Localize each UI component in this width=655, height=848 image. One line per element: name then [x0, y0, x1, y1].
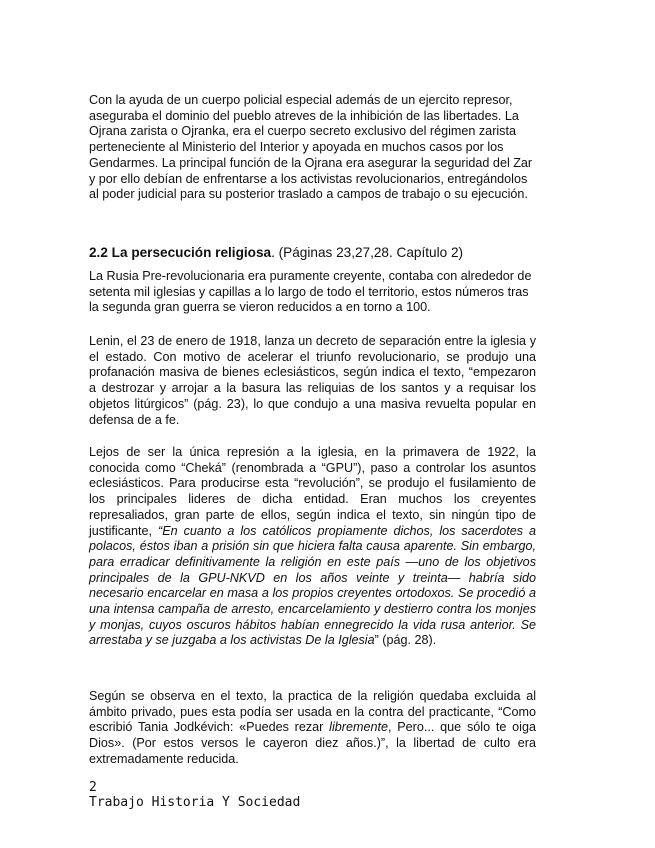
quote-citation: ” (pág. 28). [374, 633, 437, 648]
italic-libremente: libremente [329, 720, 388, 735]
paragraph-lenin-decreto: Lenin, el 23 de enero de 1918, lanza un decreto de separación entre la iglesia y el estado. Con motivo de acelerar el triunfo revolucionario, se produjo una profanación masiva de bienes eclesiásticos, según indica el texto, “empezaron a destrozar y arrojar a la basura las reliquias de los santos y a requisar los objetos litúrgicos” (pág. 23), lo que condujo a una masiva revuelta popular en defensa de a fe. [89, 334, 536, 427]
section-heading [89, 245, 536, 261]
footer-title: Trabajo Historia Y Sociedad [89, 795, 301, 810]
paragraph-cheka-represion [89, 445, 536, 649]
section-title: 2.2 La persecución religiosa [89, 245, 272, 260]
paragraph-ojrana: Con la ayuda de un cuerpo policial especial además de un ejercito represor, aseguraba el dominio del pueblo atreves de la inhibición de las libertades. La Ojrana zarista o Ojranka, era el cuerpo secreto exclusivo del régimen zarista perteneciente al Ministerio del Interior y apoyada en muchos casos por los Gendarmes. La principal función de la Ojrana era asegurar la seguridad del Zar y por ello debían de enfrentarse a los activistas revolucionarios, entregándolos al poder judicial para su posterior traslado a campos de trabajo o su ejecución. [89, 93, 533, 202]
paragraph-cheka-intro: Lejos de ser la única represión a la iglesia, en la primavera de 1922, la conocida como “Cheká” (renombrada a “GPU”), paso a controlar los asuntos eclesiásticos. Para producirse esta “revolución”, se produjo el fusilamiento de los principales lideres de dicha entidad. Eran muchos los creyentes represaliados, gran parte de ellos, según indica el texto, sin ningún tipo de justificante, [89, 445, 536, 538]
section-reference: . (Páginas 23,27,28. Capítulo 2) [271, 245, 464, 260]
paragraph-religion-b: , Pero... que sólo te oiga Dios». (Por estos versos le cayeron diez años.)”, la libertad de culto era extremadamente reducida. [89, 720, 536, 766]
quote-italic: “En cuanto a los católicos propiamente dichos, los sacerdotes a polacos, éstos iban a prisión sin que hiciera falta causa aparente. Sin embargo, para erradicar definitivamente la religión en este país —uno de los objetivos principales de la GPU-NKVD en los años veinte y treinta— habría sido necesario encarcelar en masa a los propios creyentes ortodoxos. Se procedió a una intensa campaña de arresto, encarcelamiento y destierro contra los monjes y monjas, cuyos oscuros hábitos habían ennegrecido la vida rusa anterior. Se arrestaba y se juzgaba a los activistas De la Iglesia [89, 523, 537, 648]
paragraph-religion-a: Según se observa en el texto, la practica de la religión quedaba excluida al ámbito privado, pues esta podía ser usada en la contra del practicante, “Como escribió Tania Jodkévich: «Puedes rezar [89, 689, 536, 735]
paragraph-religion-privada [89, 689, 536, 768]
footer-page-number: 2 [89, 780, 97, 795]
paragraph-rusia-pre-revolucionaria: La Rusia Pre-revolucionaria era puramente creyente, contaba con alrededor de setenta mil iglesias y capillas a lo largo de todo el territorio, estos números tras la segunda gran guerra se vieron reducidos a en torno a 100. [89, 269, 532, 315]
